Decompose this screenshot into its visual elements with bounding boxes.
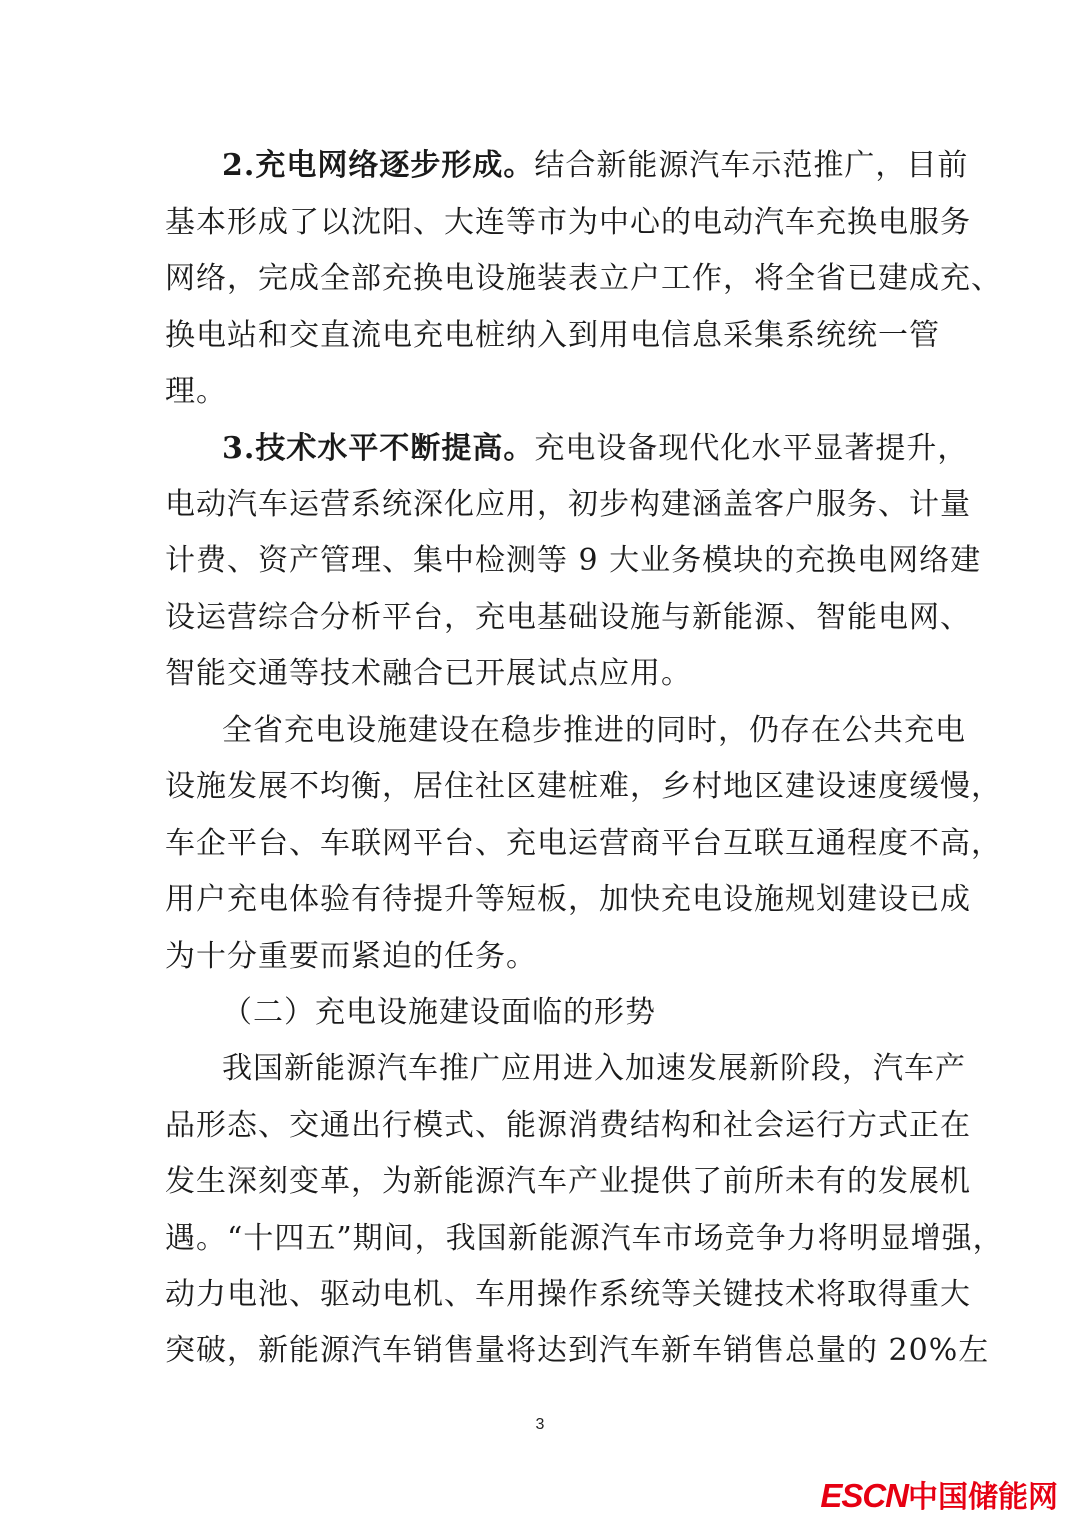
paragraph-line: 车企平台、车联网平台、充电运营商平台互联互通程度不高， [165, 826, 1002, 861]
paragraph-line: 换电站和交直流电充电桩纳入到用电信息采集系统统一管 [165, 318, 940, 353]
paragraph-line: 突破，新能源汽车销售量将达到汽车新车销售总量的 20%左 [165, 1333, 990, 1368]
page-number: 3 [535, 1416, 545, 1433]
paragraph-line: 计费、资产管理、集中检测等 9 大业务模块的充换电网络建 [165, 543, 982, 578]
paragraph-line: 为十分重要而紧迫的任务。 [165, 939, 537, 974]
paragraph-line: 2.充电网络逐步形成。结合新能源汽车示范推广，目前 [222, 148, 969, 183]
paragraph-line: 智能交通等技术融合已开展试点应用。 [165, 656, 692, 691]
paragraph-line: 遇。“十四五”期间，我国新能源汽车市场竞争力将明显增强， [165, 1221, 1004, 1256]
paragraph-heading: 2.充电网络逐步形成。 [222, 148, 535, 183]
paragraph-line: 全省充电设施建设在稳步推进的同时，仍存在公共充电 [222, 713, 966, 748]
paragraph-line: 理。 [165, 374, 227, 409]
watermark-brand: ESCN [820, 1477, 908, 1514]
paragraph-line: 网络，完成全部充换电设施装表立户工作，将全省已建成充、 [165, 261, 1002, 296]
paragraph-line: 动力电池、驱动电机、车用操作系统等关键技术将取得重大 [165, 1277, 971, 1312]
paragraph-line: 我国新能源汽车推广应用进入加速发展新阶段，汽车产 [222, 1051, 966, 1086]
paragraph-heading: 3.技术水平不断提高。 [222, 431, 535, 466]
watermark-name: 中国储能网 [908, 1481, 1058, 1514]
paragraph-line: 设施发展不均衡，居住社区建桩难，乡村地区建设速度缓慢， [165, 769, 1002, 804]
escn-watermark-logo [820, 1476, 1058, 1518]
paragraph-line: 用户充电体验有待提升等短板，加快充电设施规划建设已成 [165, 882, 971, 917]
section-heading: （二）充电设施建设面临的形势 [222, 995, 656, 1030]
paragraph-line: 发生深刻变革，为新能源汽车产业提供了前所未有的发展机 [165, 1164, 971, 1199]
paragraph-line: 3.技术水平不断提高。充电设备现代化水平显著提升， [222, 431, 969, 466]
paragraph-line: 基本形成了以沈阳、大连等市为中心的电动汽车充换电服务 [165, 205, 971, 240]
paragraph-line: 电动汽车运营系统深化应用，初步构建涵盖客户服务、计量 [165, 487, 971, 522]
paragraph-line: 设运营综合分析平台，充电基础设施与新能源、智能电网、 [165, 600, 971, 635]
paragraph-line: 品形态、交通出行模式、能源消费结构和社会运行方式正在 [165, 1108, 971, 1143]
